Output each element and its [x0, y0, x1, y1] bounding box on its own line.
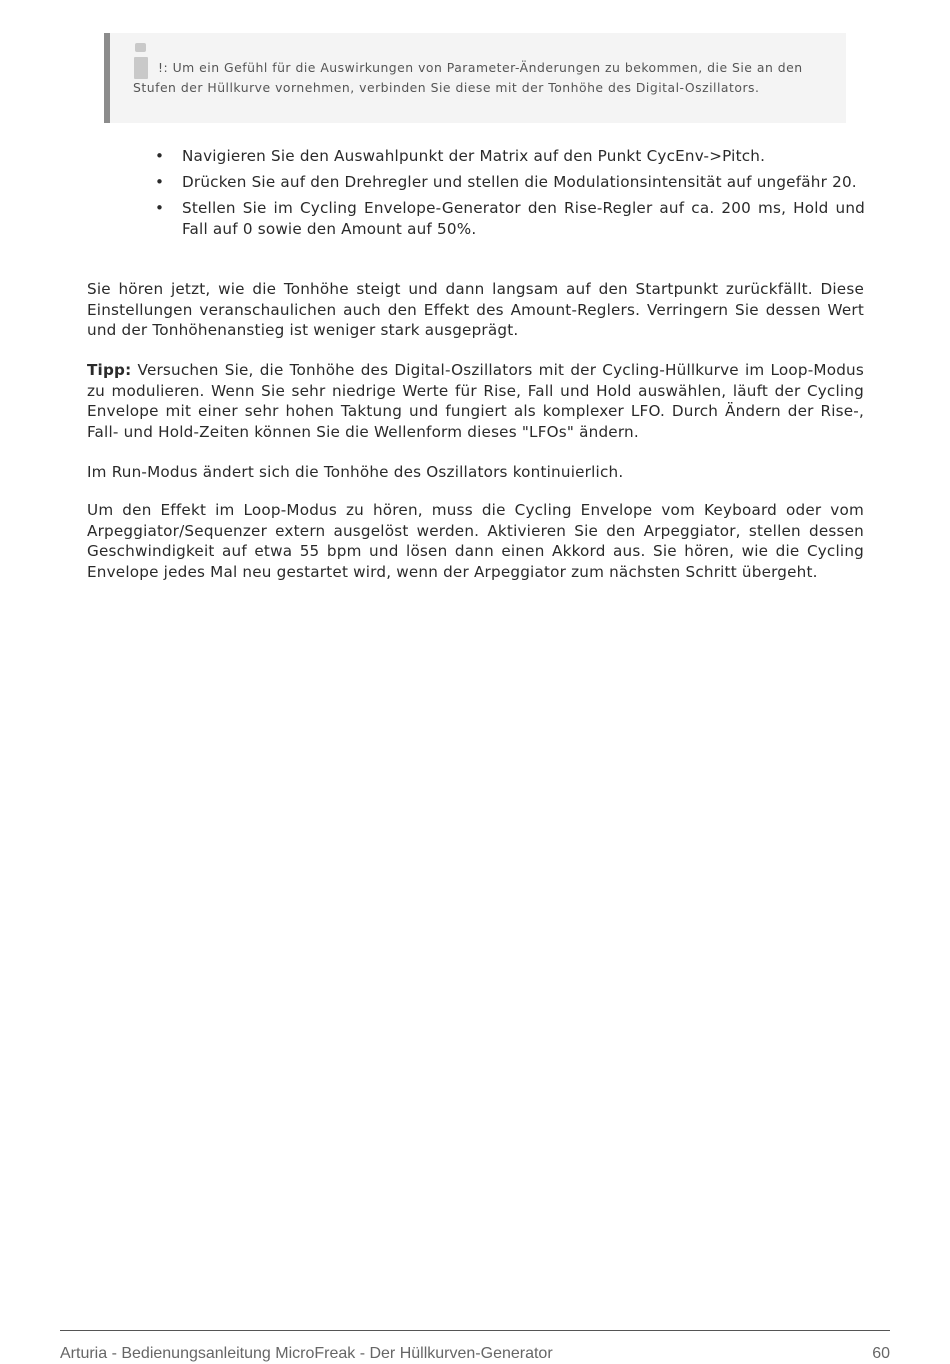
list-item: • Drücken Sie auf den Drehregler und stellen die Modulationsintensität auf ungefähr 20. [155, 173, 857, 191]
instruction-list [155, 146, 865, 245]
paragraph-tip [87, 360, 864, 442]
list-item: • Navigieren Sie den Auswahlpunkt der Matrix auf den Punkt CycEnv->Pitch. [155, 147, 766, 165]
info-note-prefix: !: [158, 60, 169, 75]
paragraph-pitch-effect: Sie hören jetzt, wie die Tonhöhe steigt und dann langsam auf den Startpunkt zurückfällt. Diese Einstellungen veranschaulichen auch den Effekt des Amount-Reglers. Verringern Sie dessen Wert und der Tonhöhenanstieg ist weniger stark ausgeprägt. [87, 280, 864, 339]
info-note-body: Um ein Gefühl für die Auswirkungen von Parameter-Änderungen zu bekommen, die Sie an den Stufen der Hüllkurve vornehmen, verbinden Sie diese mit der Tonhöhe des Digital-Oszillators. [133, 60, 803, 95]
paragraph-run-mode: Im Run-Modus ändert sich die Tonhöhe des Oszillators kontinuierlich. [87, 463, 624, 481]
page-number: 60 [872, 1345, 890, 1362]
list-item-text: Drücken Sie auf den Drehregler und stellen die Modulationsintensität auf ungefähr 20. [182, 173, 857, 191]
paragraph-loop-mode: Um den Effekt im Loop-Modus zu hören, muss die Cycling Envelope vom Keyboard oder vom Arpeggiator/Sequenzer extern ausgelöst werden. Aktivieren Sie den Arpeggiator, stellen dessen Geschwindigkeit auf etwa 55 bpm und lösen dann einen Akkord aus. Sie hören, wie die Cycling Envelope jedes Mal neu gestartet wird, wenn der Arpeggiator zum nächsten Schritt übergeht. [87, 501, 864, 581]
tip-label: Tipp: [87, 361, 132, 379]
footer-title: Arturia - Bedienungsanleitung MicroFreak - Der Hüllkurven-Generator [60, 1345, 553, 1362]
info-note [104, 33, 846, 123]
tip-text: Versuchen Sie, die Tonhöhe des Digital-Oszillators mit der Cycling-Hüllkurve im Loop-Modus zu modulieren. Wenn Sie sehr niedrige Werte für Rise, Fall und Hold auswählen, läuft der Cycling Envelope mit einer sehr hohen Taktung und fungiert als komplexer LFO. Durch Ändern der Rise-, Fall- und Hold-Zeiten können Sie die Wellenform dieses "LFOs" ändern. [87, 361, 864, 441]
list-item: • Stellen Sie im Cycling Envelope-Generator den Rise-Regler auf ca. 200 ms, Hold und Fall auf 0 sowie den Amount auf 50%. [155, 199, 865, 238]
list-item-text: Navigieren Sie den Auswahlpunkt der Matrix auf den Punkt CycEnv->Pitch. [182, 147, 766, 165]
info-note-text [133, 58, 833, 98]
list-item-text: Stellen Sie im Cycling Envelope-Generator den Rise-Regler auf ca. 200 ms, Hold und Fall auf 0 sowie den Amount auf 50%. [182, 199, 865, 238]
footer-divider [60, 1330, 890, 1331]
